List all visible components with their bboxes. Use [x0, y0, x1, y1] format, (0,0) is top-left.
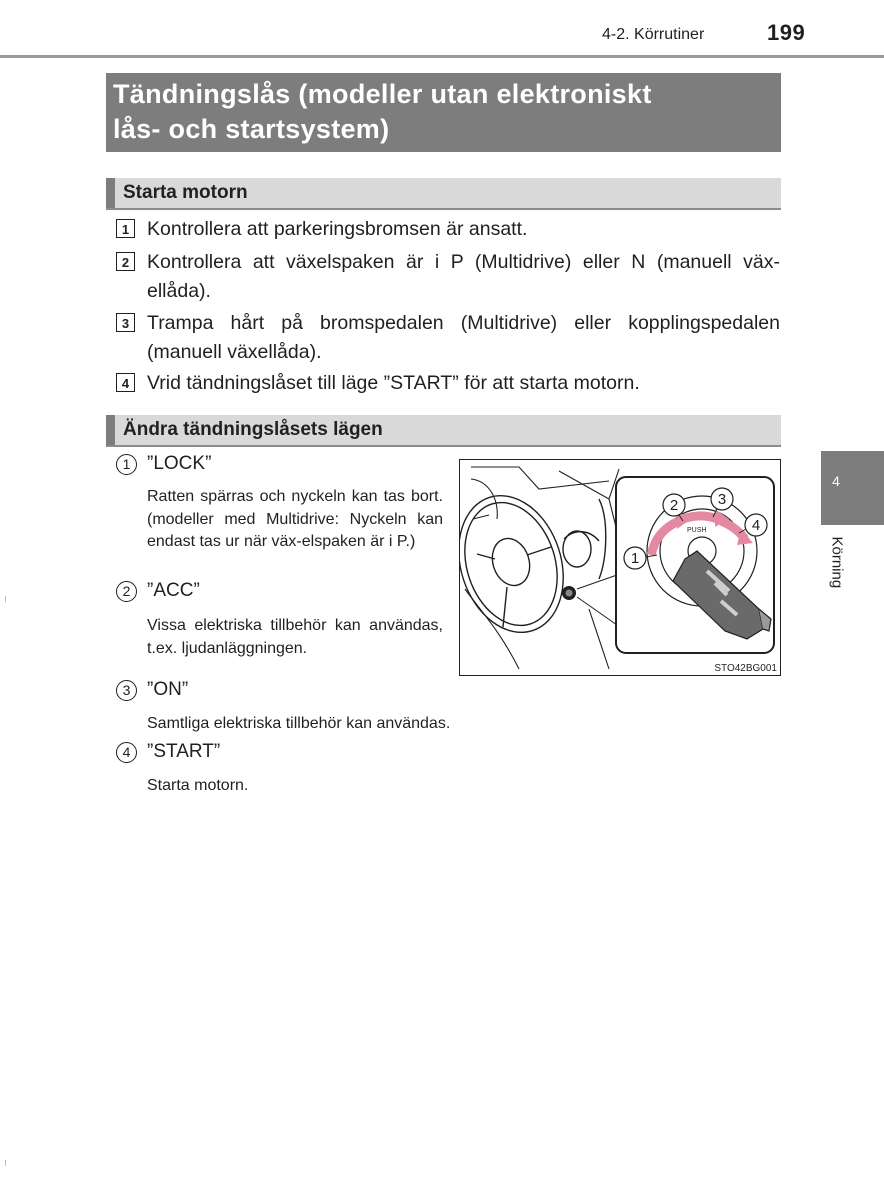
position-on-desc: Samtliga elektriska tillbehör kan användas.	[147, 715, 451, 732]
step-number: 4	[116, 373, 135, 392]
crop-mark	[5, 1160, 6, 1166]
step-1	[116, 215, 780, 244]
step-4	[116, 369, 780, 398]
section-marker	[106, 178, 115, 208]
ignition-illustration	[459, 459, 781, 676]
page-title-box	[106, 73, 781, 152]
position-number: 1	[116, 454, 137, 475]
ignition-figure	[459, 459, 781, 676]
callout-2: 2	[669, 497, 679, 514]
section-heading-start-text: Starta motorn	[123, 182, 248, 203]
step-number: 1	[116, 219, 135, 238]
position-label: ”ON”	[147, 679, 189, 700]
figure-code: STO42BG001	[714, 663, 777, 674]
position-label: ”ACC”	[147, 580, 200, 601]
section-heading-positions	[106, 415, 781, 447]
position-start-desc: Starta motorn.	[147, 777, 249, 794]
step-text: Kontrollera att växelspaken är i P (Multidrive) eller N (manuell väx-ellåda).	[147, 251, 780, 302]
callout-4: 4	[751, 517, 761, 534]
step-text: Vrid tändningslåset till läge ”START” för att starta motorn.	[147, 372, 640, 394]
chapter-label-box	[827, 536, 847, 606]
position-number: 4	[116, 742, 137, 763]
position-lock-desc: Ratten spärras och nyckeln kan tas bort. (modeller med Multidrive: Nyckeln kan endast tas ur när väx-elspaken är i P.)	[147, 488, 443, 550]
svg-text:PUSH: PUSH	[687, 527, 707, 534]
section-title: 4-2. Körrutiner	[602, 26, 705, 43]
step-3	[116, 309, 780, 367]
page-title-line-1: Tändningslås (modeller utan elektroniskt	[113, 79, 652, 109]
step-number: 2	[116, 252, 135, 271]
chapter-number: 4	[832, 473, 840, 489]
header-rule	[0, 55, 884, 58]
chapter-tab	[821, 451, 884, 525]
section-marker	[106, 415, 115, 445]
crop-mark	[5, 596, 6, 602]
position-number: 2	[116, 581, 137, 602]
step-2	[116, 248, 780, 306]
position-label: ”START”	[147, 741, 221, 762]
position-number: 3	[116, 680, 137, 701]
page-title-line-2: lås- och startsystem)	[113, 114, 390, 144]
position-acc-desc: Vissa elektriska tillbehör kan användas, t.ex. ljudanläggningen.	[147, 617, 443, 657]
page-number: 199	[767, 20, 806, 45]
page-title	[113, 77, 652, 147]
step-number: 3	[116, 313, 135, 332]
position-label: ”LOCK”	[147, 453, 212, 474]
callout-1: 1	[630, 550, 640, 567]
step-text: Trampa hårt på bromspedalen (Multidrive) eller kopplingspedalen (manuell växellåda).	[147, 312, 780, 363]
section-heading-start	[106, 178, 781, 210]
step-text: Kontrollera att parkeringsbromsen är ansatt.	[147, 218, 528, 240]
callout-3: 3	[717, 491, 727, 508]
chapter-label: Körning	[828, 536, 846, 589]
section-heading-positions-text: Ändra tändningslåsets lägen	[123, 419, 383, 440]
